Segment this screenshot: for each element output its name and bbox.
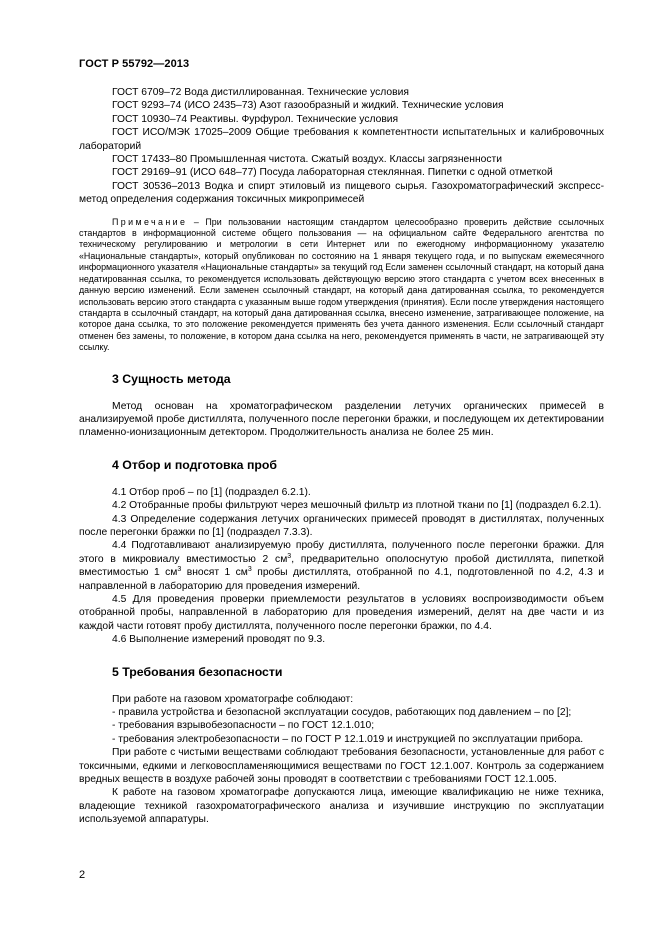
superscript: 3 [287, 552, 292, 560]
clause-4-4-part-3: вносят 1 см [181, 567, 248, 579]
reference-item: ГОСТ 30536–2013 Водка и спирт этиловый из пищевого сырья. Газохроматографический экспресс-метод определения содержания токсичных микропримесей [79, 180, 604, 206]
section-5-title: 5 Требования безопасности [112, 664, 283, 679]
clause-4-4-part-4: пробы дистиллята, отобранной по 4.1, подготовленной по 4.2, 4.3 и направленной в лабораторию для проведения измерений. [79, 567, 604, 592]
reference-item: ГОСТ ИСО/МЭК 17025–2009 Общие требования к компетентности испытательных и калибровочных лабораторий [79, 127, 604, 152]
clause-4-3: 4.3 Определение содержания летучих органических примесей проводят в дистиллятах, полученных после перегонки бражки по [1] (подраздел 7.3.3). [79, 513, 604, 538]
safety-list-item: - требования электробезопасности – по ГОСТ Р 12.1.019 и инструкцией по эксплуатации прибора. [112, 733, 584, 745]
reference-item: ГОСТ 17433–80 Промышленная чистота. Сжатый воздух. Классы загрязненности [112, 154, 503, 166]
clause-4-5: 4.5 Для проведения проверки приемлемости результатов в условиях воспроизводимости объем отобранной пробы, направленной в лабораторию для проведения измерений, делят на две части и из каждой части готовят пробу дистиллята, полученного после перегонки бражки, по 4.4. [79, 594, 604, 632]
superscript: 3 [177, 566, 182, 574]
section-3-title: 3 Сущность метода [112, 371, 231, 386]
superscript: 3 [247, 566, 252, 574]
page-content [79, 86, 604, 827]
section-5-paragraph: При работе с чистыми веществами соблюдают требования безопасности, установленные для работ с токсичными, едкими и легковоспламеняющимися веществами по ГОСТ 12.1.007. Контроль за содержанием вредных веществ в воздухе рабочей зоны проводят в соответствии с требованиями ГОСТ 12.1.005. [79, 747, 604, 786]
clause-4-1: 4.1 Отбор проб – по [1] (подраздел 6.2.1). [112, 486, 311, 498]
note-paragraph [79, 217, 604, 354]
reference-item: ГОСТ 10930–74 Реактивы. Фурфурол. Технические условия [112, 113, 399, 125]
safety-list-item: - правила устройства и безопасной эксплуатации сосудов, работающих под давлением – по [2]; [112, 707, 572, 719]
note-label: Примечание [112, 216, 188, 227]
section-4-title: 4 Отбор и подготовка проб [112, 457, 277, 472]
section-5-intro: При работе на газовом хроматографе соблюдают: [112, 693, 354, 705]
reference-item: ГОСТ 29169–91 (ИСО 648–77) Посуда лабораторная стеклянная. Пипетки с одной отметкой [112, 167, 553, 179]
reference-item: ГОСТ 9293–74 (ИСО 2435–73) Азот газообразный и жидкий. Технические условия [112, 100, 504, 112]
safety-list-item: - требования взрывобезопасности – по ГОСТ 12.1.010; [112, 720, 375, 732]
clause-4-6: 4.6 Выполнение измерений проводят по 9.3. [112, 634, 326, 646]
section-3-text: Метод основан на хроматографическом разделении летучих органических примесей в анализируемой пробе дистиллята, полученного после перегонки бражки, и последующем их детектировании пламенно-ионизационным детектором. Продолжительность анализа не более 25 мин. [79, 400, 604, 439]
clause-4-2: 4.2 Отобранные пробы фильтруют через мешочный фильтр из плотной ткани по [1] (подраздел 6.2.1). [112, 500, 602, 512]
reference-item: ГОСТ 6709–72 Вода дистиллированная. Технические условия [112, 87, 409, 98]
page-number: 2 [79, 869, 86, 881]
clause-4-4-part-1: 4.4 Подготавливают анализируемую пробу дистиллята, полученного после перегонки бражки. Для этого в микровиалу вместимостью 2 см [79, 540, 604, 565]
section-5-paragraph: К работе на газовом хроматографе допускаются лица, имеющие квалификацию не ниже техника, владеющие техникой газохроматографического анализа и изучившие инструкцию по эксплуатации используемой аппаратуры. [79, 787, 604, 826]
clause-4-4-part-2: , предварительно ополоснутую пробой дистиллята, пипеткой вместимостью 1 см [79, 553, 604, 579]
document-header: ГОСТ Р 55792—2013 [79, 58, 190, 70]
note-text: – При пользовании настоящим стандартом целесообразно проверить действие ссылочных стандартов в информационной системе общего пользования — на официальном сайте Федерального агентства по техническому регулированию и метрологии в сети Интернет или по ежегодному информационному указателю «Национальные стандарты», который опубликован по состоянию на 1 января текущего года, и по выпускам ежемесячного информационного указателя «Национальные стандарты» за текущий год Если заменен ссылочный стандарт, на который дана недатированная ссылка, то рекомендуется использовать действующую версию этого стандарта с учетом всех внесенных в данную версию изменений. Если заменен ссылочный стандарт, на который дана датированная ссылка, то рекомендуется использовать версию этого стандарта с указанным выше годом утверждения (принятия). Если после утверждения настоящего стандарта в ссылочный стандарт, на который дана датированная ссылка, внесено изменение, затрагивающее положение, на которое дана ссылка, то это положение рекомендуется применять без учета данного изменения. Если ссылочный стандарт отменен без замены, то положение, в котором дана ссылка на него, рекомендуется применять в части, не затрагивающей эту ссылку. [79, 216, 604, 353]
clause-4-4 [79, 539, 604, 593]
